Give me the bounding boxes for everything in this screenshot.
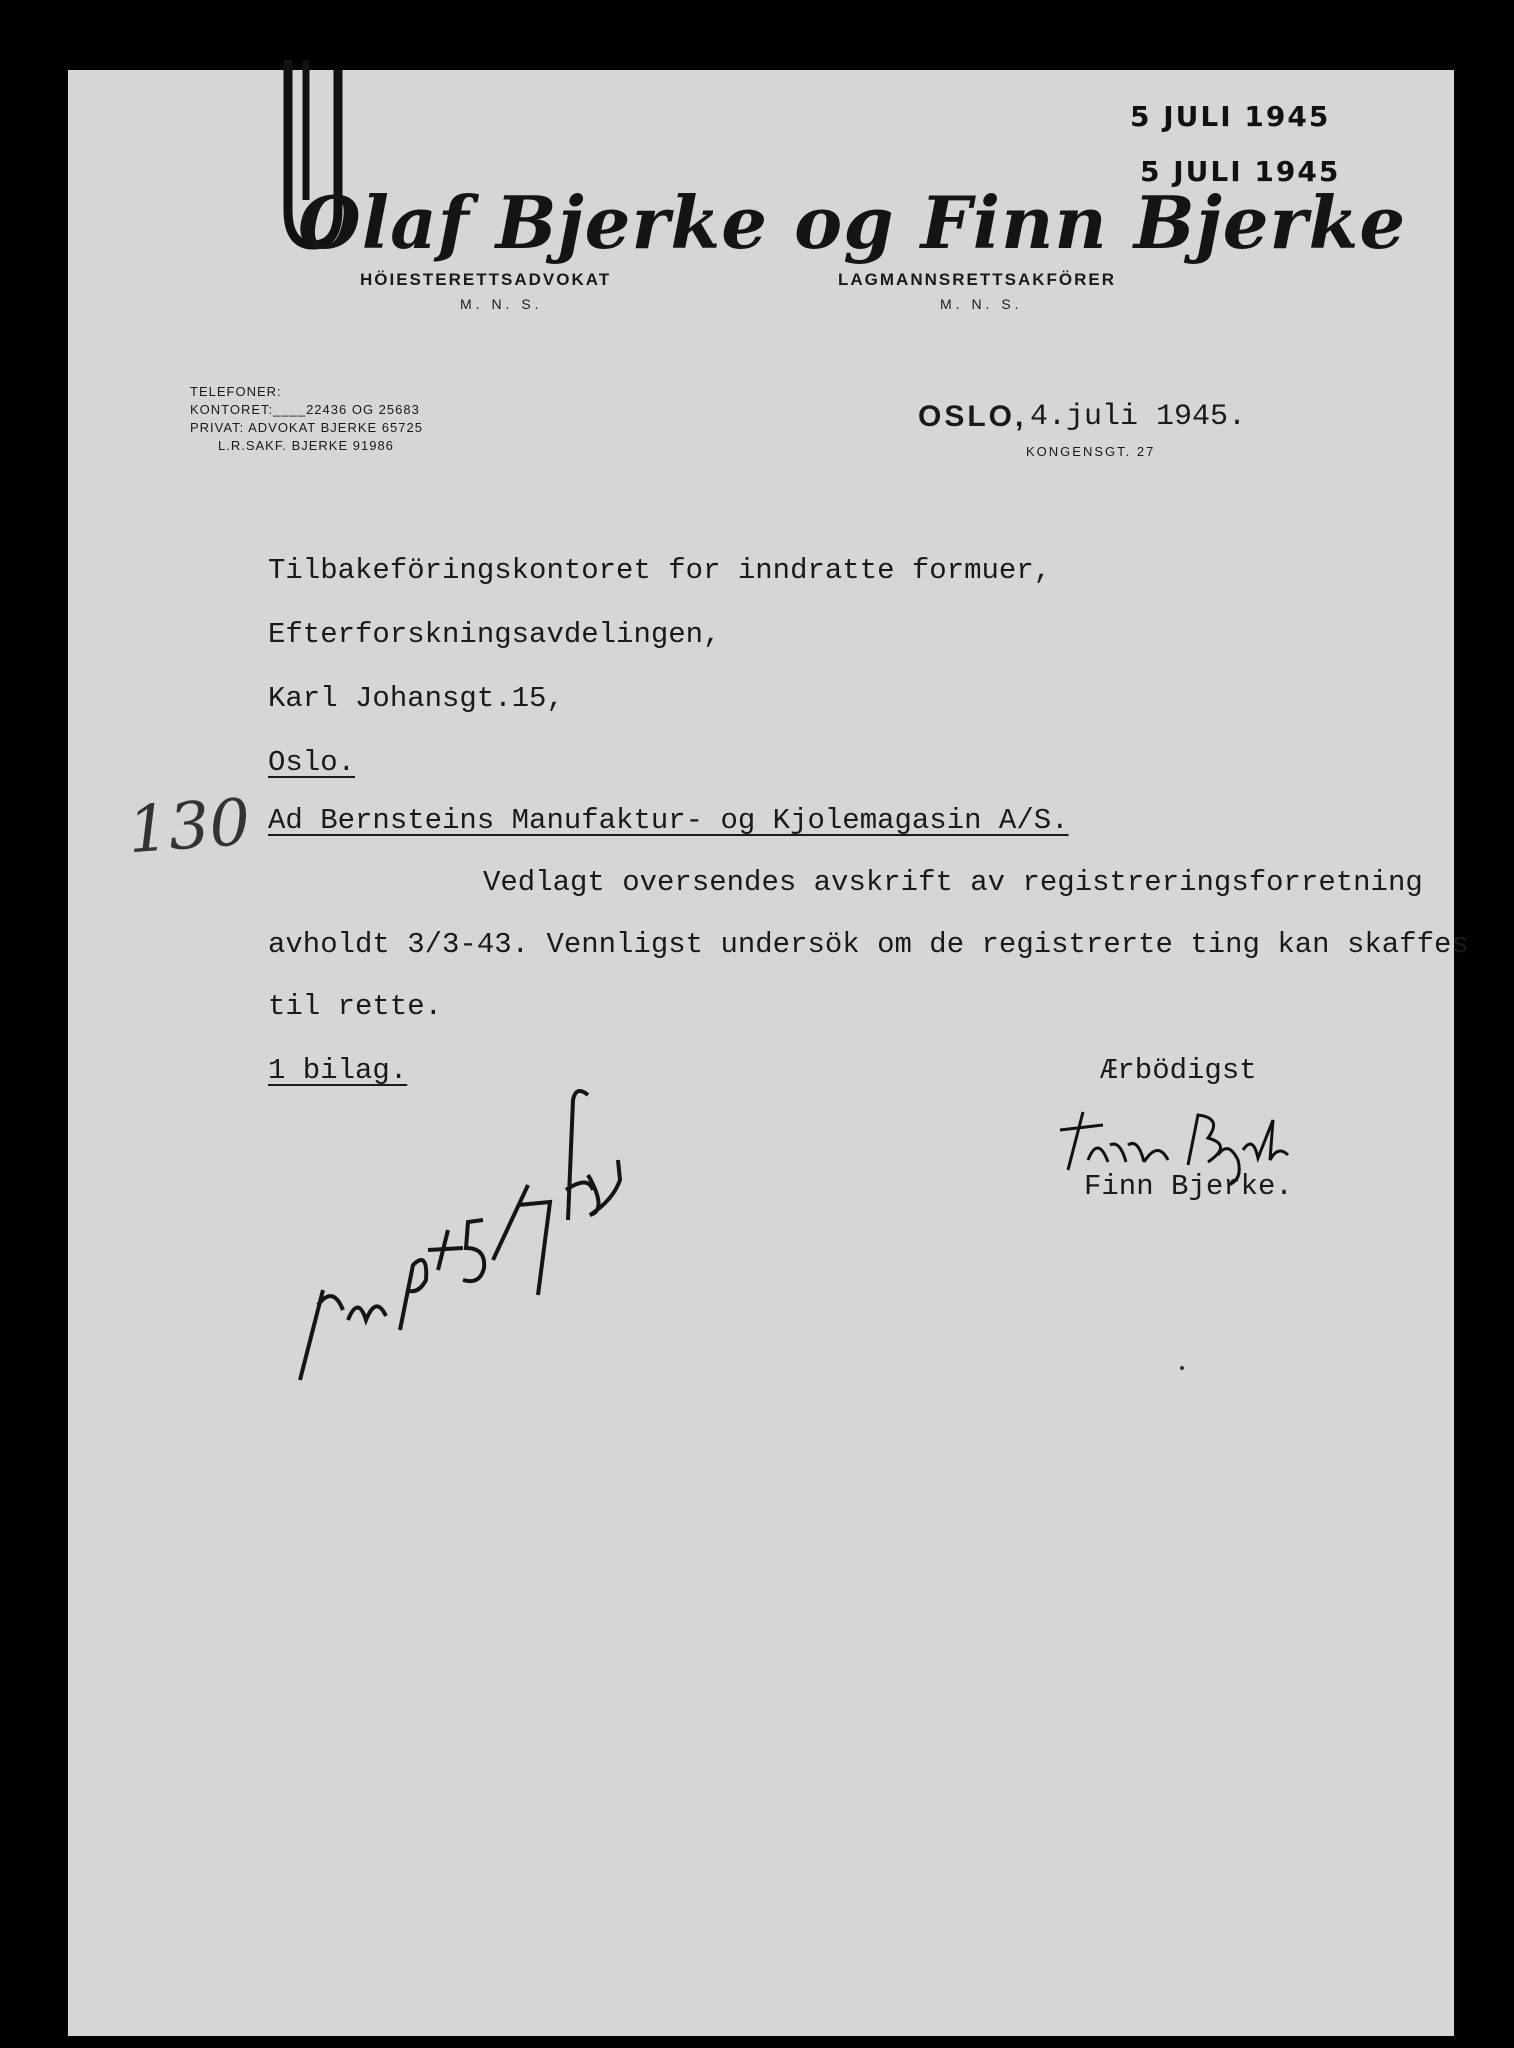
recipient-line-2: Efterforskningsavdelingen, — [268, 618, 721, 651]
margin-note: 130 — [125, 785, 253, 869]
city: OSLO, — [918, 400, 1027, 433]
right-sub: M. N. S. — [940, 296, 1023, 312]
body-line-3: til rette. — [268, 990, 443, 1023]
body-line-2: avholdt 3/3-43. Vennligst undersök om de registrerte ting kan skaffes — [268, 928, 1469, 961]
phones-heading: TELEFONER: — [190, 384, 282, 399]
letter-date: 4.juli 1945. — [1030, 400, 1247, 434]
subject-line: Ad Bernsteins Manufaktur- og Kjolemagasin A/S. — [268, 804, 1069, 837]
received-stamp-2: 5 JULI 1945 — [1140, 155, 1341, 188]
street: KONGENSGT. 27 — [1026, 444, 1156, 459]
right-title: LAGMANNSRETTSAKFÖRER — [838, 270, 1116, 289]
letterhead-names: Olaf Bjerke og Finn Bjerke — [298, 180, 1407, 265]
ink-dot — [1180, 1366, 1184, 1370]
handwritten-note — [288, 1080, 648, 1420]
signer-name: Finn Bjerke. — [1084, 1170, 1293, 1203]
attachment-note: 1 bilag. — [268, 1054, 408, 1087]
letter-page — [68, 70, 1469, 2036]
recipient-line-1: Tilbakeföringskontoret for inndratte formuer, — [268, 554, 1052, 587]
closing: Ærbödigst — [1100, 1054, 1257, 1087]
body-line-1: Vedlagt oversendes avskrift av registreringsforretning — [483, 866, 1423, 899]
recipient-line-3: Karl Johansgt.15, — [268, 682, 564, 715]
phone-private: PRIVAT: ADVOKAT BJERKE 65725 — [190, 420, 423, 435]
left-title: HÖIESTERETTSADVOKAT — [360, 270, 612, 289]
recipient-city: Oslo. — [268, 746, 356, 779]
phone-office: KONTORET:____22436 OG 25683 — [190, 402, 420, 417]
phone-lr: L.R.SAKF. BJERKE 91986 — [218, 438, 394, 453]
left-sub: M. N. S. — [460, 296, 543, 312]
received-stamp-1: 5 JULI 1945 — [1130, 100, 1331, 133]
